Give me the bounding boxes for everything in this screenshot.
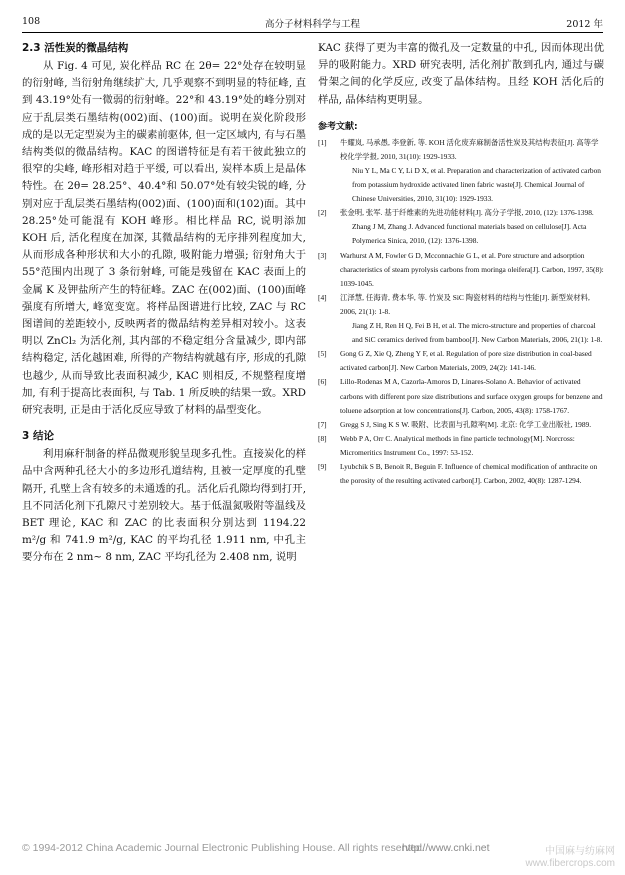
watermark-line-2: www.fibercrops.com (525, 858, 615, 869)
reference-translation: Jiang Z H, Ren H Q, Fei B H, et al. The micro-structure and properties of charcoal and SiC ceramics derived from bamboo[J]. New Carbon Materials, 2006, 21(1): 1-8. (352, 321, 603, 345)
reference-item (318, 375, 604, 417)
reference-translation: Zhang J M, Zhang J. Advanced functional materials based on cellulose[J]. Acta Polymerica Sinica, 2010, (12): 1376-1398. (352, 222, 587, 246)
reference-body (340, 418, 604, 432)
reference-text: 江泽慧, 任海青, 费本华, 等. 竹炭及 SiC 陶瓷材料的结构与性能[J]. 新型炭材料, 2006, 21(1): 1-8. (340, 292, 590, 316)
reference-body (340, 375, 604, 417)
reference-number: [9] (318, 461, 327, 471)
reference-body (340, 136, 604, 206)
copyright-notice: © 1994-2012 China Academic Journal Electronic Publishing House. All rights reserved. (22, 842, 425, 854)
footer (22, 842, 603, 854)
reference-body (340, 432, 604, 460)
reference-body (340, 249, 604, 291)
reference-number: [6] (318, 377, 327, 387)
reference-number: [5] (318, 349, 327, 359)
reference-body (340, 460, 604, 488)
reference-number: [8] (318, 433, 327, 443)
site-watermark (526, 846, 615, 870)
reference-item (318, 249, 604, 291)
reference-list (318, 136, 604, 488)
watermark-line-1: 中国麻与纺麻网 (545, 846, 615, 857)
footer-url[interactable]: http://www.cnki.net (402, 842, 490, 854)
reference-text: Lyubchik S B, Benoit R, Beguin F. Influence of chemical modification of anthracite on the porosity of the resulting activated carbon[J]. Carbon, 2002, 40(8): 1287-1294. (340, 461, 598, 486)
reference-body (340, 206, 604, 248)
journal-title: 高分子材料科学与工程 (264, 19, 360, 30)
reference-item (318, 418, 604, 432)
reference-body (340, 347, 604, 375)
conclusion-continuation: KAC 获得了更为丰富的微孔及一定数量的中孔, 因而体现出优异的吸附能力。XRD 研究表明, 活化剂扩散到孔内, 通过与碳骨架之间的化学反应, 改变了晶体结构。且经 KOH 活化后的样品, 晶体结构更明显。 (318, 42, 604, 106)
reference-text: Warhurst A M, Fowler G D, Mcconnachie G L, et al. Pore structure and adsorption characteristics of steam pyrolysis carbons from moringa oleifera[J]. Carbon, 1997, 35(8): 1039-1045. (340, 250, 604, 288)
reference-text: Gong G Z, Xie Q, Zheng Y F, et al. Regulation of pore size distribution in coal-based activated carbon[J]. New Carbon Materials, 2009, 24(2): 141-146. (340, 349, 592, 373)
running-header (22, 14, 603, 33)
reference-item (318, 206, 604, 248)
reference-number: [7] (318, 419, 327, 429)
reference-text: 张金明, 张军. 基于纤维素的先进功能材料[J]. 高分子学报, 2010, (12): 1376-1398. (340, 208, 594, 218)
publication-year: 2012 年 (566, 19, 603, 30)
reference-number: [3] (318, 250, 327, 260)
left-column (22, 40, 306, 567)
reference-text: Gregg S J, Sing K S W. 吸附、比表面与孔隙率[M]. 北京: 化学工业出版社, 1989. (340, 419, 592, 429)
section-heading-2-3: 2.3 活性炭的微晶结构 (22, 42, 129, 54)
references-heading: 参考文献: (318, 121, 358, 132)
reference-item (318, 136, 604, 206)
reference-text: 牛耀岚, 马承愚, 李登新, 等. KOH 活化废弃麻制备活性炭及其结构表征[J]. 高等学校化学学报, 2010, 31(10): 1929-1933. (340, 137, 599, 161)
reference-number: [2] (318, 208, 327, 218)
reference-item (318, 460, 604, 488)
conclusion-paragraph: 利用麻秆制备的样品微观形貌呈现多孔性。直接炭化的样品中含两种孔径大小的多边形孔道结构, 且被一定厚度的孔壁隔开, 孔壁上含有较多的未通透的孔。活化后孔隙均得到打开, 且不同活化剂下孔隙尺寸差别较大。基于低温氮吸附等温线及 BET 理论, KAC 和 ZAC 的比表面积分别达到 1194.22 m²/g 和 741.9 m²/g, KAC 的平均孔径 1.911 nm, 中孔主要分布在 2 nm~ 8 nm, ZAC 平均孔径为 2.408 nm, 说明 (22, 448, 306, 564)
reference-translation: Niu Y L, Ma C Y, Li D X, et al. Preparation and characterization of activated carbon from potassium hydroxide activated linen fabric waste[J]. Chemical Journal of Chinese Universities, 2010, 31(10): 1929-1933. (352, 166, 601, 204)
reference-text: Webb P A, Orr C. Analytical methods in fine particle technology[M]. Norcross: Micromeritics Instrument Co., 1997: 53-152. (340, 433, 575, 457)
section-heading-conclusion: 3 结论 (22, 430, 54, 443)
reference-number: [1] (318, 137, 327, 147)
reference-item (318, 432, 604, 460)
reference-item (318, 347, 604, 375)
page-number: 108 (22, 16, 41, 27)
reference-body (340, 291, 604, 347)
section-2-3-paragraph: 从 Fig. 4 可见, 炭化样品 RC 在 2θ= 22°处存在较明显的衍射峰, 当衍射角继续扩大, 几乎观察不到明显的特征峰, 直到 43.19°处有一微弱的衍射峰。22°和 43.19°处的峰分别对应于乱层类石墨结构(002)面、(100)面。说明在炭化阶段形成的是以无定型炭为主的碳素前驱体, 但一定区域内, 有与石墨结构类似的微晶结构。KAC 的图谱特征是有若干彼此独立的很窄的尖峰, 峰形相对趋于平缓, 可以看出, 炭样本质上是晶体特性。在 2θ= 28.25°、40.4°和 50.07°处有较尖锐的峰, 分别对应于乱层类石墨结构(002)面、(100)面和(102)面。其中 28.25°处可能混有 KOH 峰形。相比样品 RC, 说明添加 KOH 后, 活化程度在加深, 其微晶结构的无序排列程度加大, 从而形成各种形状和大小的孔隙, 吸附能力增强; 衍射角大于 55°范围内出现了 3 条衍射峰, 可能是残留在 KAC 表面上的金属 K 及钾盐所产生的特征峰。ZAC 在(002)面、(100)面峰强度有所增大, 峰宽变宽。将样品图谱进行比较, ZAC 与 RC 图谱间的差距较小, 反映两者的微晶结构差异相对较小。这表明以 ZnCl₂ 为活化剂, 其内部的不稳定组分含量减少, 即内部结构稳定, 活化越困难, 所得的产物结构就越有序, 形成的孔隙也越少, 从而导致比表面积减少, KAC 则相反, 不规整程度增加, 有利于提高比表面积, 与 Tab. 1 所反映的结果一致。XRD 研究表明, 正是由于活化反应导致了材料的晶型变化。 (22, 60, 306, 417)
reference-item (318, 291, 604, 347)
reference-text: Lillo-Rodenas M A, Cazorla-Amoros D, Linares-Solano A. Behavior of activated carbons with different pore size distributions and surface oxygen groups for benzene and toluene adsorption at low concentrations[J]. Carbon, 2005, 43(8): 1758-1767. (340, 377, 603, 415)
right-column (318, 40, 604, 488)
reference-number: [4] (318, 292, 327, 302)
